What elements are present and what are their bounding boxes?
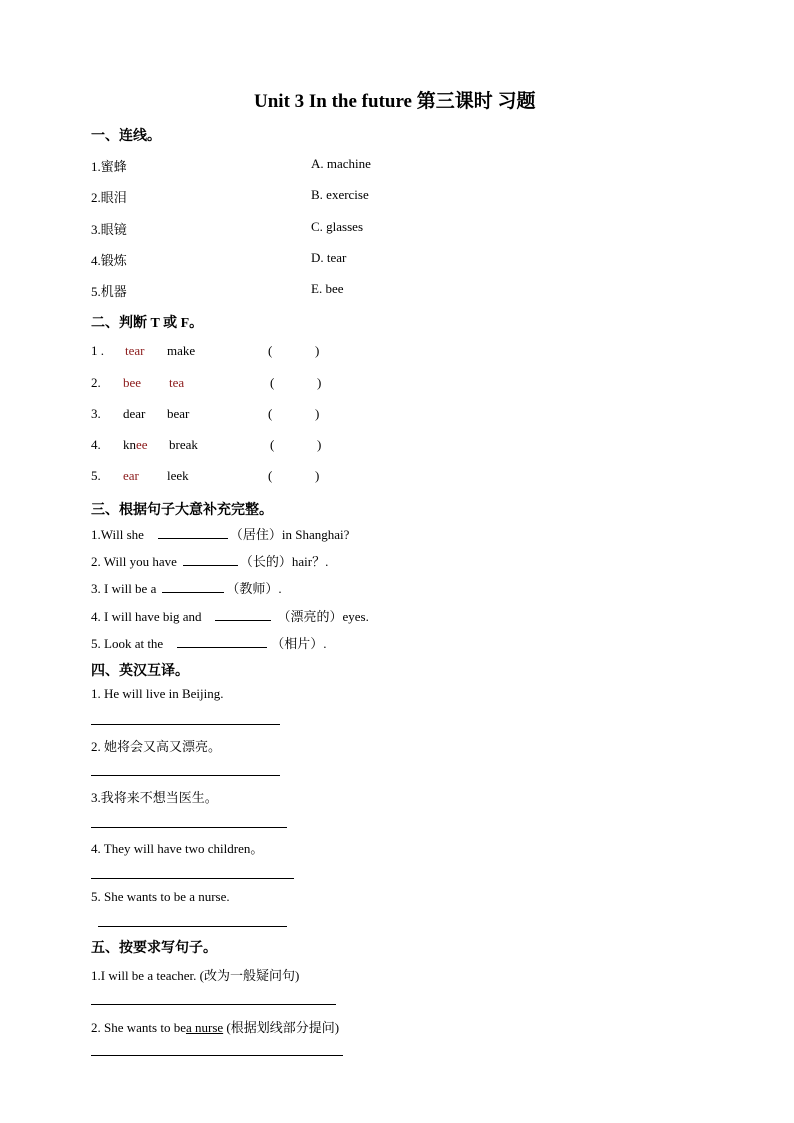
match-left-1: 1.蜜蜂 [91,159,127,174]
translate-item-4: 4. They will have two children。 [91,841,264,856]
fill-item-4 [91,606,369,625]
match-right-b: B. exercise [311,187,369,202]
translate-answer-line-3[interactable] [91,827,287,828]
judge-word2-5: leek [167,468,189,483]
translate-item-3: 3.我将来不想当医生。 [91,790,218,805]
judge-word1-1: tear [125,343,145,358]
judge-word1-4: knee [123,437,148,452]
judge-paren-right-1: ) [315,343,320,358]
translate-answer-line-2[interactable] [91,775,280,776]
judge-num-5: 5. [91,468,101,483]
judge-paren-left-5: ( [268,468,273,483]
fill-item-3-hint: （教师）. [226,581,282,596]
judge-paren-right-2: ) [317,375,322,390]
match-left-2: 2.眼泪 [91,190,127,205]
fill-item-4-prefix: 4. I will have big and [91,609,202,624]
match-left-5: 5.机器 [91,284,127,299]
fill-item-2 [91,551,328,570]
fill-item-5 [91,633,326,652]
rewrite-item-1: 1.I will be a teacher. (改为一般疑问句) [91,968,300,983]
rewrite-answer-line-2[interactable] [91,1055,343,1056]
fill-item-4-hint: （漂亮的）eyes. [277,609,369,624]
section-2-heading: 二、判断 T 或 F。 [91,316,204,331]
rewrite-answer-line-1[interactable] [91,1004,336,1005]
fill-item-2-prefix: 2. Will you have [91,554,177,569]
judge-num-4: 4. [91,437,101,452]
section-4-heading: 四、英汉互译。 [91,664,189,679]
fill-blank-5[interactable] [177,635,267,648]
fill-item-3 [91,578,282,597]
judge-paren-left-2: ( [270,375,275,390]
match-right-c: C. glasses [311,219,363,234]
fill-blank-4[interactable] [215,608,271,621]
rewrite-item-2-prefix: 2. She wants to be [91,1020,186,1035]
section-1-heading: 一、连线。 [91,129,161,144]
fill-item-1-hint: （居住）in Shanghai? [229,527,350,542]
judge-word1-3: dear [123,406,146,421]
judge-num-1: 1 . [91,343,104,358]
judge-word2-4: break [169,437,198,452]
judge-num-3: 3. [91,406,101,421]
fill-item-5-hint: （相片）. [271,636,327,651]
judge-num-2: 2. [91,375,101,390]
translate-item-2: 2. 她将会又高又漂亮。 [91,739,222,754]
fill-item-3-prefix: 3. I will be a [91,581,157,596]
judge-word1-2: bee [123,375,142,390]
section-3-heading: 三、根据句子大意补充完整。 [91,503,273,518]
match-right-d: D. tear [311,250,347,265]
fill-item-1-prefix: 1.Will she [91,527,144,542]
judge-paren-left-3: ( [268,406,273,421]
fill-blank-2[interactable] [183,553,238,566]
judge-paren-right-3: ) [315,406,320,421]
fill-item-5-prefix: 5. Look at the [91,636,164,651]
match-right-a: A. machine [311,156,371,171]
judge-word1-5: ear [123,468,139,483]
judge-word2-1: make [167,343,196,358]
rewrite-item-2 [91,1017,339,1036]
judge-paren-right-4: ) [317,437,322,452]
fill-item-1 [91,524,349,543]
match-right-e: E. bee [311,281,344,296]
translate-answer-line-4[interactable] [91,878,294,879]
translate-item-1: 1. He will live in Beijing. [91,686,224,701]
judge-word2-2: tea [169,375,185,390]
rewrite-item-2-instruction: (根据划线部分提问) [226,1020,340,1035]
judge-word2-3: bear [167,406,190,421]
translate-item-5: 5. She wants to be a nurse. [91,889,230,904]
translate-answer-line-5[interactable] [98,926,287,927]
match-left-3: 3.眼镜 [91,222,127,237]
judge-paren-left-4: ( [270,437,275,452]
judge-paren-left-1: ( [268,343,273,358]
match-left-4: 4.锻炼 [91,253,127,268]
translate-answer-line-1[interactable] [91,724,280,725]
section-5-heading: 五、按要求写句子。 [91,941,217,956]
fill-item-2-hint: （长的）hair？. [239,554,329,569]
judge-paren-right-5: ) [315,468,320,483]
fill-blank-3[interactable] [162,580,224,593]
page-title: Unit 3 In the future 第三课时 习题 [254,91,536,112]
rewrite-item-2-underlined: a nurse [185,1020,224,1035]
fill-blank-1[interactable] [158,526,228,539]
